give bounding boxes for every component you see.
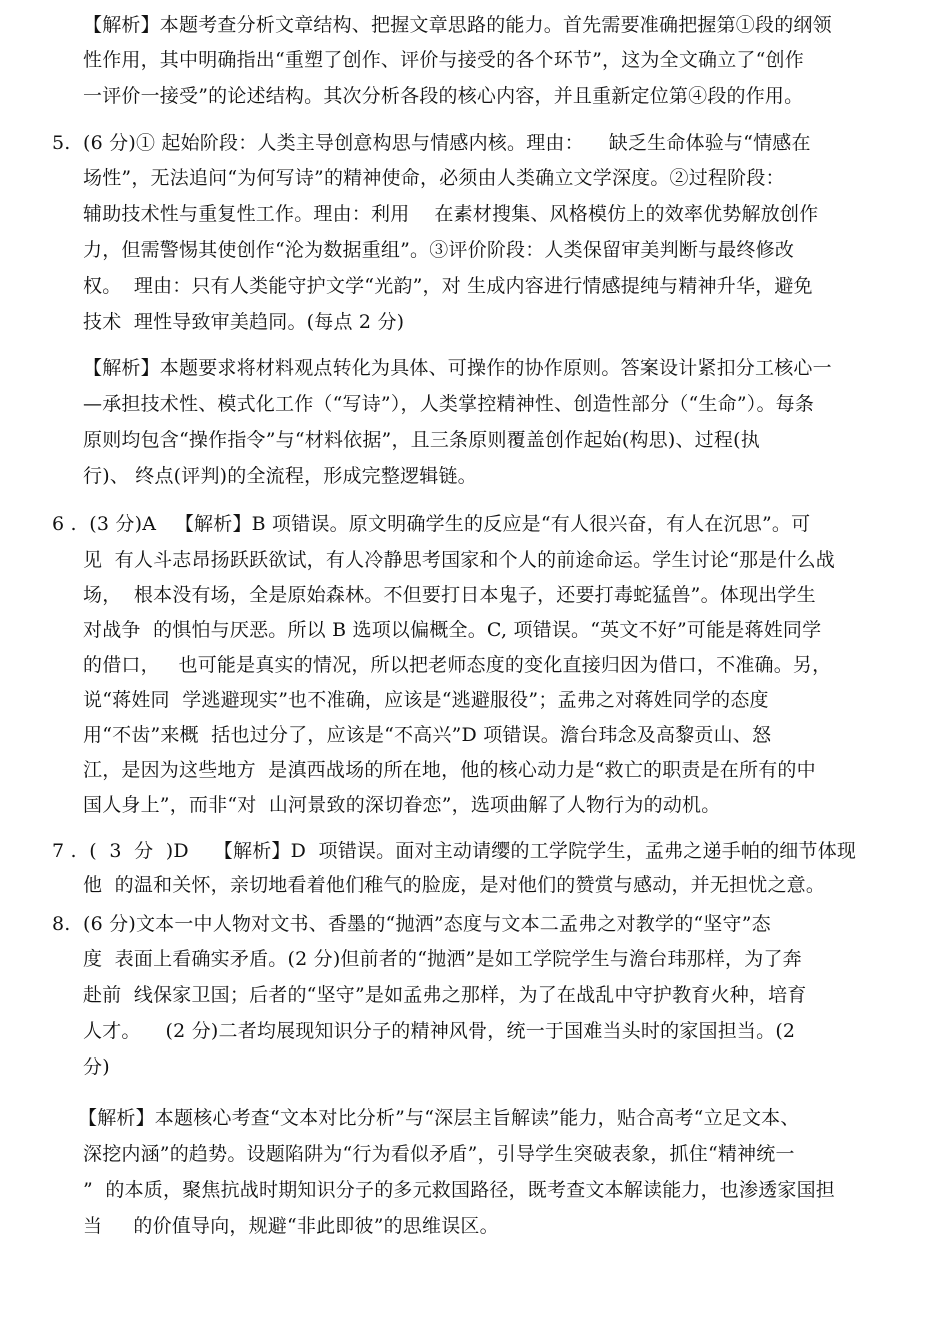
question-6-line: 6 . (3 分)A 【解析】B 项错误。原文明确学生的反应是“有人很兴奋，有人在沉思”。可 bbox=[52, 513, 811, 535]
question-7-line: 7 . ( 3 分 )D 【解析】D 项错误。面对主动请缨的工学院学生，孟弗之递手帕的细节体现 bbox=[52, 840, 857, 862]
question-5-line: 力，但需警惕其使创作“沦为数据重组”。③评价阶段：人类保留审美判断与最终修改 bbox=[83, 239, 795, 261]
question-8-line: 度 表面上看确实矛盾。(2 分)但前者的“抛洒”是如工学院学生与澹台玮那样，为了奔 bbox=[83, 948, 802, 970]
question-5-line: 技术 理性导致审美趋同。(每点 2 分) bbox=[83, 311, 405, 333]
analysis-4-line: 【解析】本题考查分析文章结构、把握文章思路的能力。首先需要准确把握第①段的纲领 bbox=[83, 14, 832, 36]
question-5-line: 辅助技术性与重复性工作。理由：利用 在素材搜集、风格模仿上的效率优势解放创作 bbox=[83, 203, 819, 225]
analysis-8-line: 当 的价值导向，规避“非此即彼”的思维误区。 bbox=[83, 1215, 499, 1237]
analysis-4-line: 性作用，其中明确指出“重塑了创作、评价与接受的各个环节”，这为全文确立了“创作 bbox=[83, 49, 804, 71]
question-8-line: 人才。 (2 分)二者均展现知识分子的精神风骨，统一于国难当头时的家国担当。(2 bbox=[83, 1020, 796, 1042]
question-8-line: 8. (6 分)文本一中人物对文书、香墨的“抛洒”态度与文本二孟弗之对教学的“坚守”态 bbox=[52, 913, 771, 935]
analysis-4-line: 一评价一接受”的论述结构。其次分析各段的核心内容，并且重新定位第④段的作用。 bbox=[83, 85, 804, 107]
analysis-5-line: 行)、 终点(评判)的全流程，形成完整逻辑链。 bbox=[83, 465, 477, 487]
question-6-line: 说“蒋姓同 学逃避现实”也不准确，应该是“逃避服役”；孟弗之对蒋姓同学的态度 bbox=[83, 689, 769, 711]
question-7-line: 他 的温和关怀，亲切地看着他们稚气的脸庞，是对他们的赞赏与感动，并无担忧之意。 bbox=[83, 874, 826, 896]
question-6-line: 江，是因为这些地方 是滇西战场的所在地，他的核心动力是“救亡的职责是在所有的中 bbox=[83, 759, 816, 781]
analysis-8-line: 【解析】本题核心考查“文本对比分析”与“深层主旨解读”能力，贴合高考“立足文本、 bbox=[78, 1107, 800, 1129]
analysis-5-line: 原则均包含“操作指令”与“材料依据”，且三条原则覆盖创作起始(构思)、过程(执 bbox=[83, 429, 760, 451]
analysis-8-line: 深挖内涵”的趋势。设题陷阱为“行为看似矛盾”，引导学生突破表象，抓住“精神统一 bbox=[83, 1143, 795, 1165]
question-6-line: 用“不齿”来概 括也过分了，应该是“不高兴”D 项错误。澹台玮念及高黎贡山、怒 bbox=[83, 724, 772, 746]
question-5-line: 权。 理由：只有人类能守护文学“光韵”，对 生成内容进行情感提纯与精神升华，避免 bbox=[83, 275, 813, 297]
question-6-line: 场， 根本没有场，全是原始森林。不但要打日本鬼子，还要打毒蛇猛兽”。体现出学生 bbox=[83, 584, 816, 606]
question-8-line: 赴前 线保家卫国；后者的“坚守”是如孟弗之那样，为了在战乱中守护教育火种，培育 bbox=[83, 984, 807, 1006]
analysis-5-line: 【解析】本题要求将材料观点转化为具体、可操作的协作原则。答案设计紧扣分工核心一 bbox=[83, 357, 832, 379]
question-5-line: 5. (6 分)① 起始阶段：人类主导创意构思与情感内核。理由： 缺乏生命体验与“情感在 bbox=[52, 132, 811, 154]
question-5-line: 场性”，无法追问“为何写诗”的精神使命，必须由人类确立文学深度。②过程阶段： bbox=[83, 167, 785, 189]
question-6-line: 对战争 的惧怕与厌恶。所以 B 选项以偏概全。C, 项错误。“英文不好”可能是蒋姓同学 bbox=[83, 619, 822, 641]
question-6-line: 见 有人斗志昂扬跃跃欲试，有人冷静思考国家和个人的前途命运。学生讨论“那是什么战 bbox=[83, 549, 835, 571]
question-8-line: 分) bbox=[83, 1056, 110, 1078]
question-6-line: 的借口， 也可能是真实的情况，所以把老师态度的变化直接归因为借口，不准确。另， bbox=[83, 654, 832, 676]
analysis-8-line: ” 的本质，聚焦抗战时期知识分子的多元救国路径，既考查文本解读能力，也渗透家国担 bbox=[83, 1179, 835, 1201]
question-6-line: 国人身上”，而非“对 山河景致的深切眷恋”，选项曲解了人物行为的动机。 bbox=[83, 794, 721, 816]
analysis-5-line: —承担技术性、模式化工作（“写诗”），人类掌控精神性、创造性部分（“生命”）。每条 bbox=[83, 393, 815, 415]
